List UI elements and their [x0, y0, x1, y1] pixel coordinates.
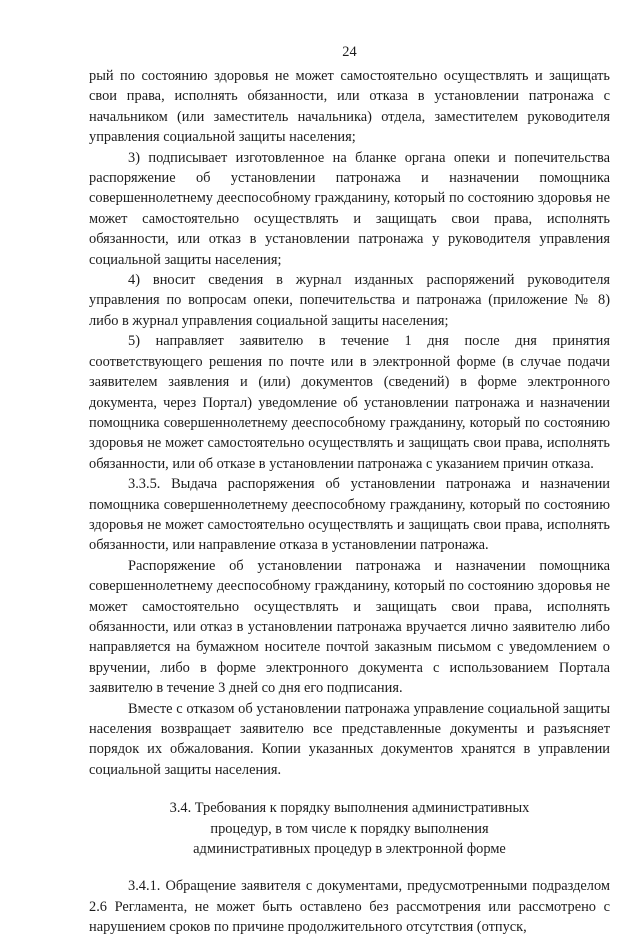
paragraph-3-4-1: 3.4.1. Обращение заявителя с документами, предусмотренными подразделом 2.6 Регламента, не может быть оставлено без рассмотрения или рассмотрено с нарушением сроков по причине продолжительного отсутствия (отпуск, — [89, 878, 610, 936]
paragraph-continuation: рый по состоянию здоровья не может самостоятельно осуществлять и защищать свои права, исполнять обязанности, или отказа в установлении патронажа с начальником (или заместитель начальника) отдела, заместителем руководителя управления социальной защиты населения; — [89, 68, 610, 146]
paragraph-refusal-return: Вместе с отказом об установлении патронажа управление социальной защиты населения возвращает заявителю все представленные документы и разъясняет порядок их обжалования. Копии указанных документов хранятся в управлении социальной защиты населения. — [89, 700, 610, 778]
page-number: 24 — [342, 44, 357, 60]
paragraph-item-4: 4) вносит сведения в журнал изданных распоряжений руководителя управления по вопросам опеки, попечительства и патронажа (приложение № 8) либо в журнал управления социальной защиты населения; — [89, 272, 610, 329]
section-heading-line: 3.4. Требования к порядку выполнения административных — [169, 800, 530, 817]
paragraph-order-delivery: Распоряжение об установлении патронажа и назначении помощника совершеннолетнему дееспособному гражданину, который по состоянию здоровья не может самостоятельно осуществлять и защищать свои права, исполнять обязанности, или отказ в установлении патронажа вручается лично заявителю либо направляется на бумажном носителе почтой заказным письмом с уведомлением о вручении, либо в форме электронного документа с использованием Портала заявителю в течение 3 дней со дня его подписания. — [89, 557, 610, 697]
paragraph-item-3: 3) подписывает изготовленное на бланке органа опеки и попечительства распоряжение об установлении патронажа и назначении помощника совершеннолетнему дееспособному гражданину, который по состоянию здоровья не может самостоятельно осуществлять и защищать свои права, исполнять обязанности, или отказ в установлении патронажа у руководителя управления социальной защиты населения; — [89, 149, 610, 268]
section-heading-line: административных процедур в электронной форме — [193, 841, 506, 858]
paragraph-3-3-5: 3.3.5. Выдача распоряжения об установлении патронажа и назначении помощника совершеннолетнему дееспособному гражданину, который по состоянию здоровья не может самостоятельно осуществлять и защищать свои права, исполнять обязанности, или направление отказа в установлении патронажа. — [89, 476, 610, 554]
section-heading-line: процедур, в том числе к порядку выполнения — [210, 820, 489, 837]
section-heading-3-4 — [89, 798, 610, 859]
paragraph-item-5: 5) направляет заявителю в течение 1 дня после дня принятия соответствующего решения по почте или в электронной форме (в случае подачи заявителем заявления и (или) документов (сведений) в форме электронного документа, через Портал) уведомление об установлении патронажа и назначении помощника совершеннолетнему дееспособному гражданину, который по состоянию здоровья не может самостоятельно осуществлять и защищать свои права, исполнять обязанности, или об отказе в установлении патронажа с указанием причин отказа. — [89, 333, 610, 472]
